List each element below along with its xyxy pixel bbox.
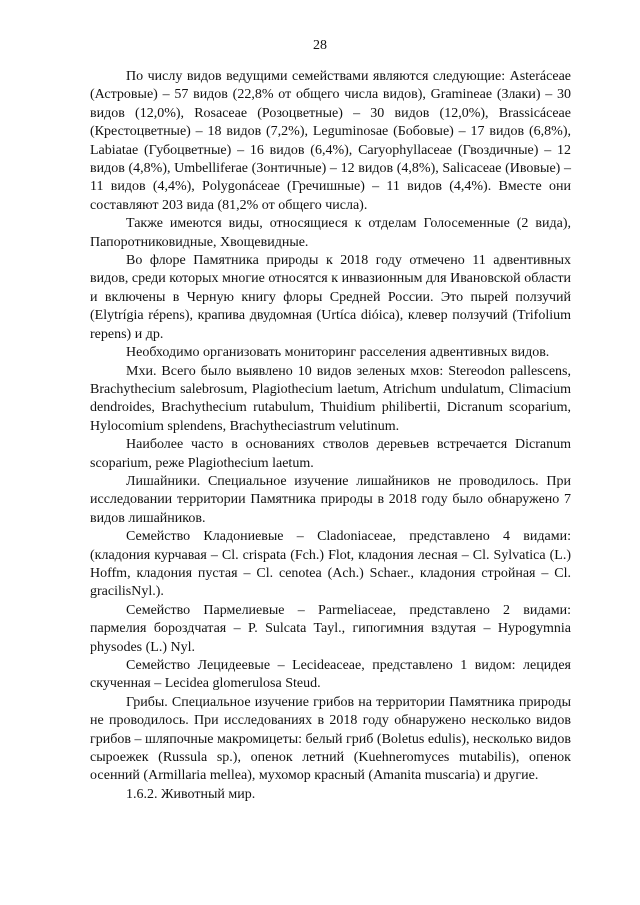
paragraph-lecideaceae: Семейство Лецидеевые – Lecideaceae, представлено 1 видом: лецидея скученная – Lecidea glomerulosa Steud. (90, 658, 571, 692)
body-text (90, 68, 571, 804)
paragraph-divisions: Также имеются виды, относящиеся к отделам Голосеменные (2 вида), Папоротниковидные, Хвощевидные. (90, 216, 571, 250)
paragraph-parmeliaceae: Семейство Пармелиевые – Parmeliaceae, представлено 2 видами: пармелия бороздчатая – P. Sulcata Tayl., гипогимния вздутая – Hypogymnia physodes (L.) Nyl. (90, 602, 571, 655)
paragraph-fungi: Грибы. Специальное изучение грибов на территории Памятника природы не проводилось. При исследованиях в 2018 году обнаружено несколько видов грибов – шляпочные макромицеты: белый гриб (Boletus edulis), несколько видов сыроежек (Russula sp.), опенок летний (Kuehneromyces mutabilis), опенок осенний (Armillaria mellea), мухомор красный (Amanita muscaria) и другие. (90, 694, 571, 784)
page-number: 28 (313, 38, 327, 53)
paragraph-leading-families: По числу видов ведущими семействами являются следующие: Asteráceae (Астровые) – 57 видов (22,8% от общего числа видов), Gramineae (Злаки) – 30 видов (12,0%), Rosaceae (Розоцветные) – 30 видов (12,0%), Brassicáceae (Крестоцветные) – 18 видов (7,2%), Leguminosae (Бобовые) – 17 видов (6,8%), Labiatae (Губоцветные) – 16 видов (6,4%), Caryophyllaceae (Гвоздичные) – 12 видов (4,8%), Umbelliferae (Зонтичные) – 12 видов (4,8%), Salicaceae (Ивовые) – 11 видов (4,4%), Polygonáceae (Гречишные) – 11 видов (4,4%). Вместе они составляют 203 вида (81,2% от общего числа). (90, 69, 571, 213)
paragraph-adventive-species: Во флоре Памятника природы к 2018 году отмечено 11 адвентивных видов, среди которых многие относятся к инвазионным для Ивановской области и включены в Черную книгу флоры Средней России. Это пырей ползучий (Elytrígia répens), крапива двудомная (Urtíca dióica), клевер ползучий (Trifolium repens) и др. (90, 253, 571, 342)
paragraph-moss-frequency: Наиболее часто в основаниях стволов деревьев встречается Dicranum scoparium, реже Plagiothecium laetum. (90, 437, 571, 471)
paragraph-monitoring: Необходимо организовать мониторинг расселения адвентивных видов. (126, 345, 550, 361)
paragraph-lichens: Лишайники. Специальное изучение лишайников не проводилось. При исследовании территории Памятника природы в 2018 году было обнаружено 7 видов лишайников. (90, 473, 571, 526)
paragraph-cladoniaceae: Семейство Кладониевые – Cladoniaceae, представлено 4 видами: (кладония курчавая – Cl. crispata (Fch.) Flot, кладония лесная – Cl. Sylvatica (L.) Hoffm, кладония пустая – Cl. cenotea (Ach.) Schaer., кладония стройная – Cl. gracilisNyl.). (90, 529, 571, 600)
paragraph-mosses: Мхи. Всего было выявлено 10 видов зеленых мхов: Stereodon pallescens, Brachythecium salebrosum, Plagiothecium laetum, Atrichum undulatum, Climacium dendroides, Brachythecium rutabulum, Thuidium philibertii, Dicranum scoparium, Hylocomium splendens, Brachytheciastrum velutinum. (90, 363, 571, 434)
section-heading-fauna: 1.6.2. Животный мир. (126, 786, 256, 802)
